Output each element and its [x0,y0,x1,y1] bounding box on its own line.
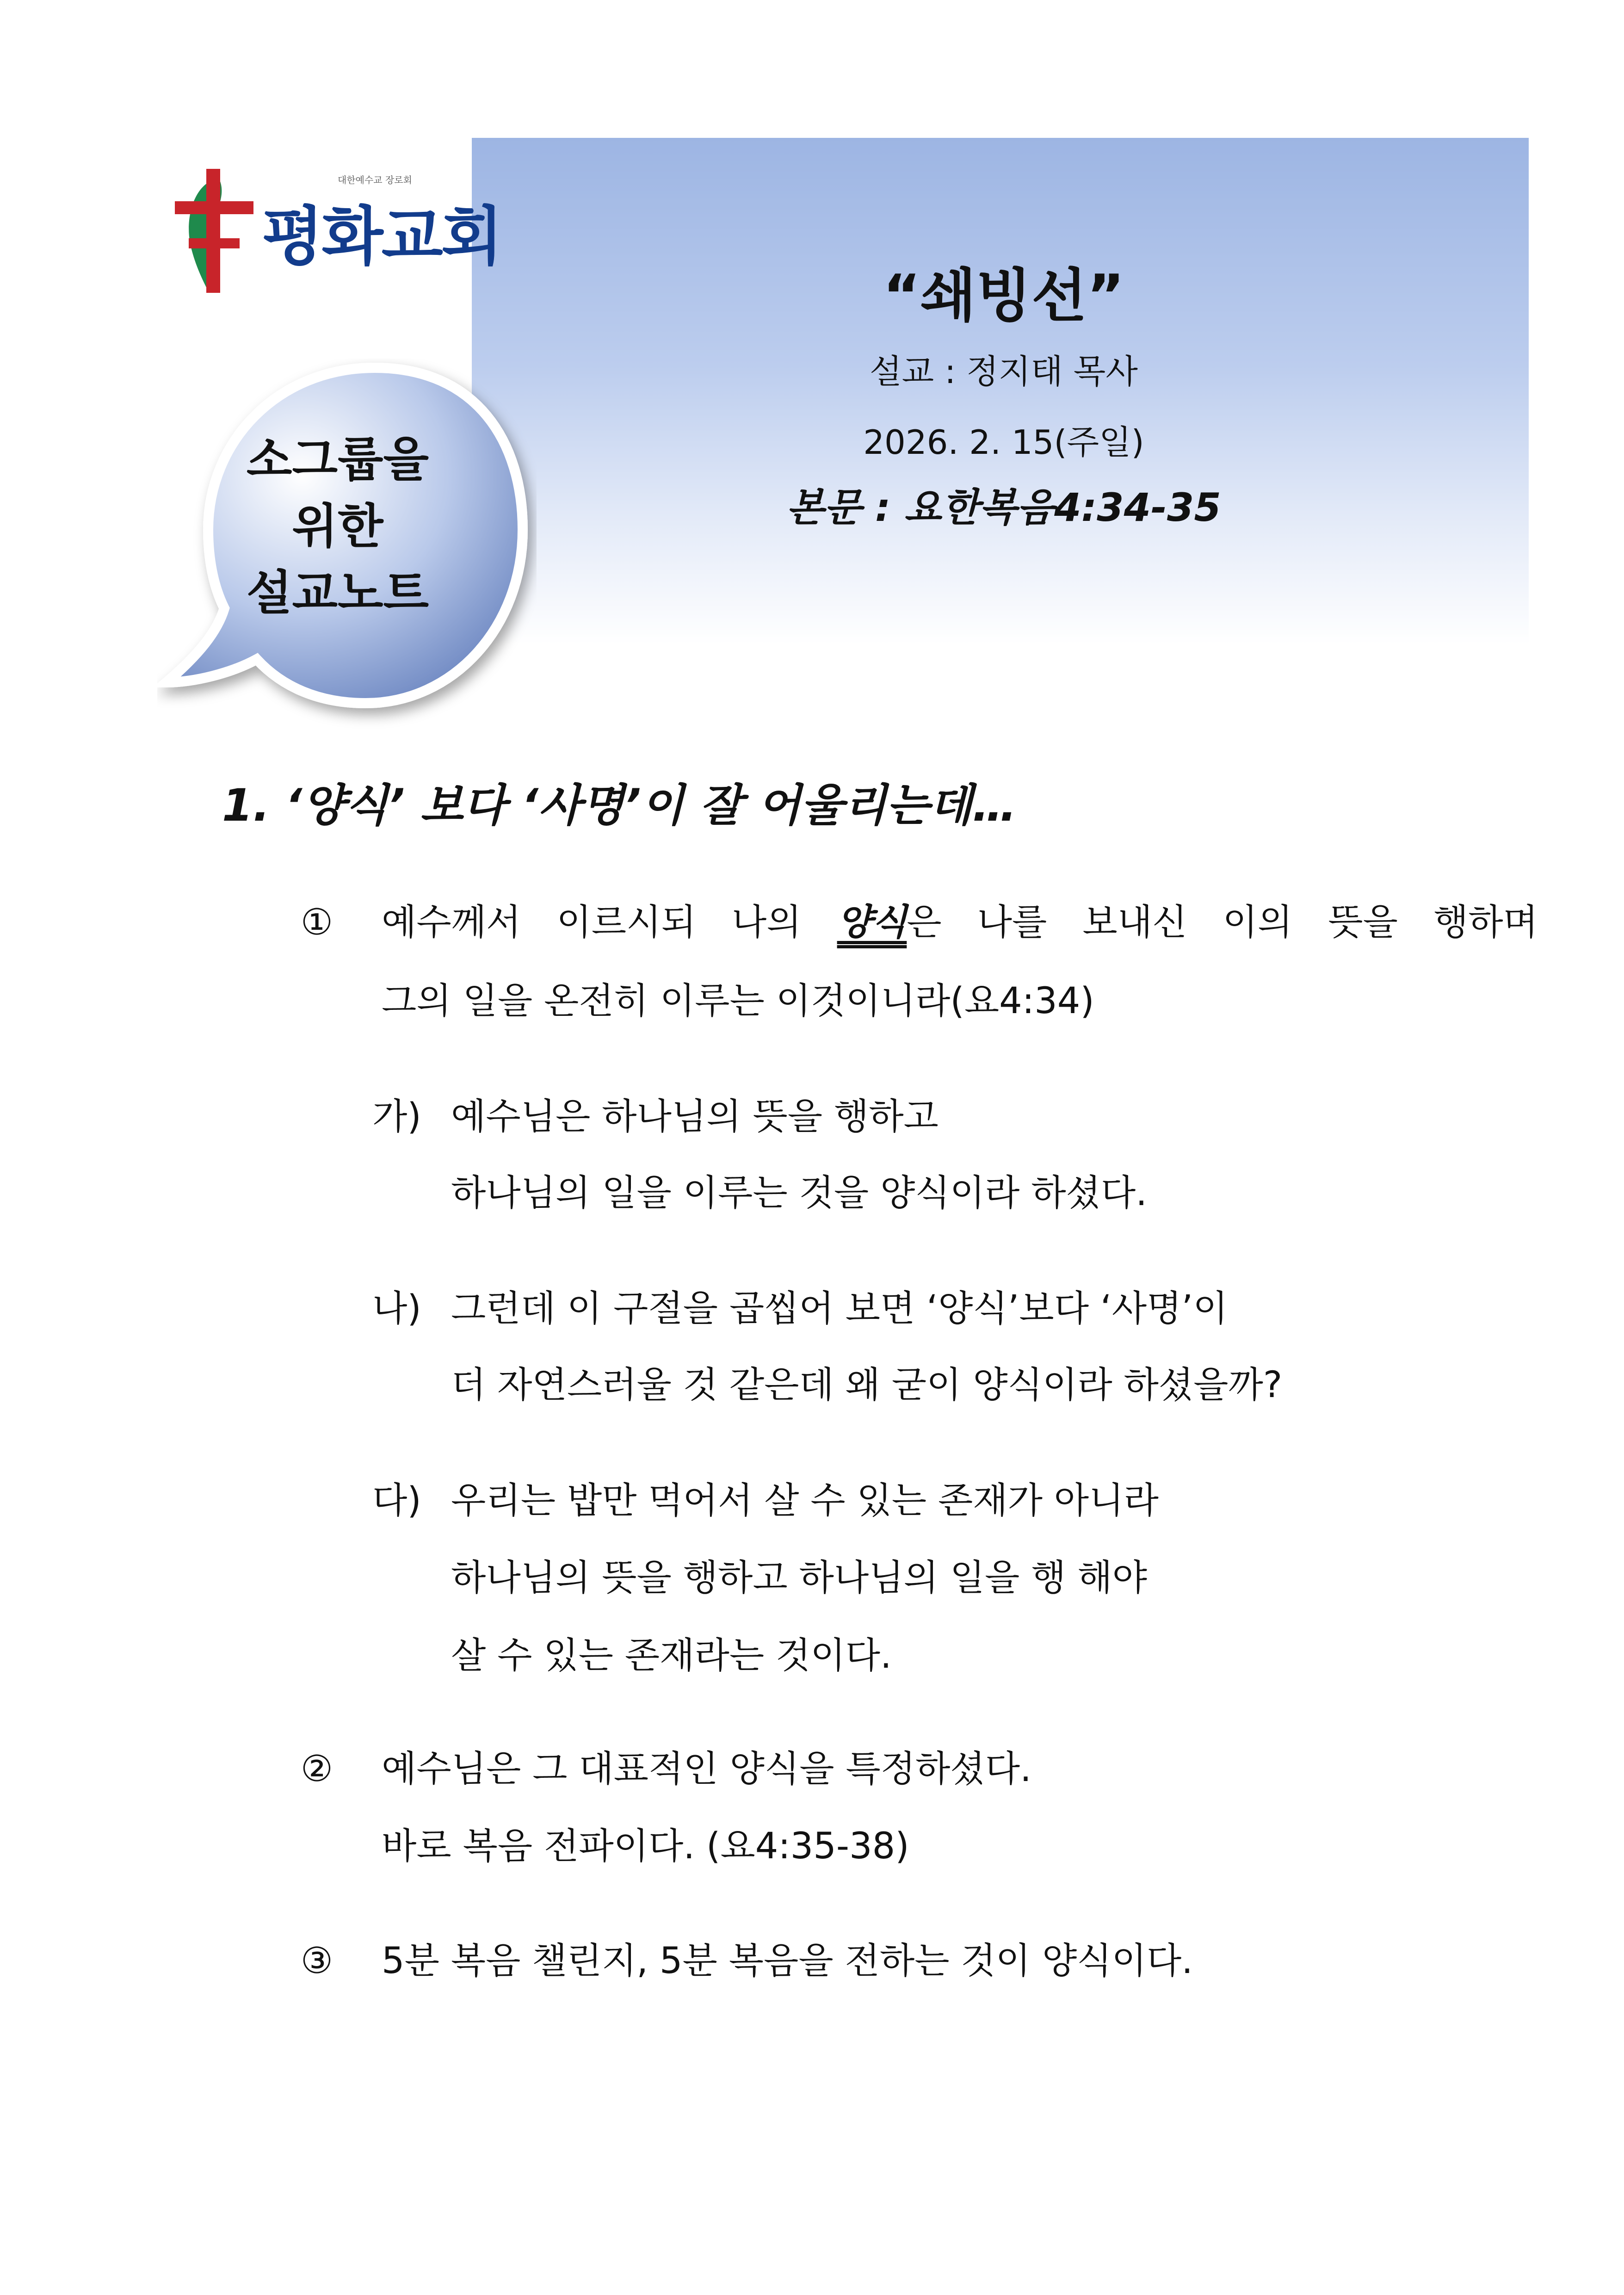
bubble-label [241,427,435,627]
scripture-reference: 본문 : 요한복음4:34-35 [786,485,1221,530]
item-line: 5분 복음 챌린지, 5분 복음을 전하는 것이 양식이다. [382,1940,1193,1982]
item-marker: ② [301,1748,333,1790]
subitem-line: 그런데 이 구절을 곱씹어 보면 ‘양식’보다 ‘사명’이 [451,1288,1228,1330]
church-name: 평화교회 [262,199,501,274]
line-text: 예수께서 이르시되 나의 [382,902,837,943]
speech-bubble [157,359,537,729]
subitem-line: 예수님은 하나님의 뜻을 행하고 [451,1096,939,1138]
subitem-line: 하나님의 뜻을 행하고 하나님의 일을 행 해야 [451,1557,1148,1599]
bubble-line: 설교노트 [246,566,429,621]
item-line: 바로 복음 전파이다. (요4:35-38) [382,1825,909,1867]
bubble-line: 소그룹을 [246,433,429,488]
subitem-marker: 다) [372,1480,421,1522]
bubble-line: 위한 [292,499,383,554]
denomination-label: 대한예수교 장로회 [338,174,412,186]
line-text: 은 나를 보내신 이의 뜻을 행하며 [907,902,1538,943]
subitem-line: 살 수 있는 존재라는 것이다. [451,1635,892,1676]
subitem-line: 우리는 밥만 먹어서 살 수 있는 존재가 아니라 [451,1480,1159,1522]
item-line: 예수님은 그 대표적인 양식을 특정하셨다. [382,1748,1031,1790]
subitem-line: 하나님의 일을 이루는 것을 양식이라 하셨다. [451,1172,1148,1214]
subitem-marker: 가) [372,1096,421,1138]
subitem-marker: 나) [372,1288,421,1330]
sermon-title: “쇄빙선” [883,263,1125,329]
subitem-line: 더 자연스러울 것 같은데 왜 굳이 양식이라 하셨을까? [451,1364,1283,1406]
cross-logo-icon [175,169,253,294]
sermon-date: 2026. 2. 15(주일) [863,423,1144,462]
item-marker: ③ [301,1940,333,1982]
keyword-yangsik: 양식 [837,902,907,943]
preacher-line: 설교 : 정지태 목사 [870,352,1138,391]
item-line: 그의 일을 온전히 이루는 이것이니라(요4:34) [382,980,1094,1022]
section-heading: 1. ‘양식’ 보다 ‘사명’이 잘 어울리는데… [222,779,1017,831]
item-line [382,902,1538,943]
item-marker: ① [301,902,333,943]
church-logo [175,169,501,298]
